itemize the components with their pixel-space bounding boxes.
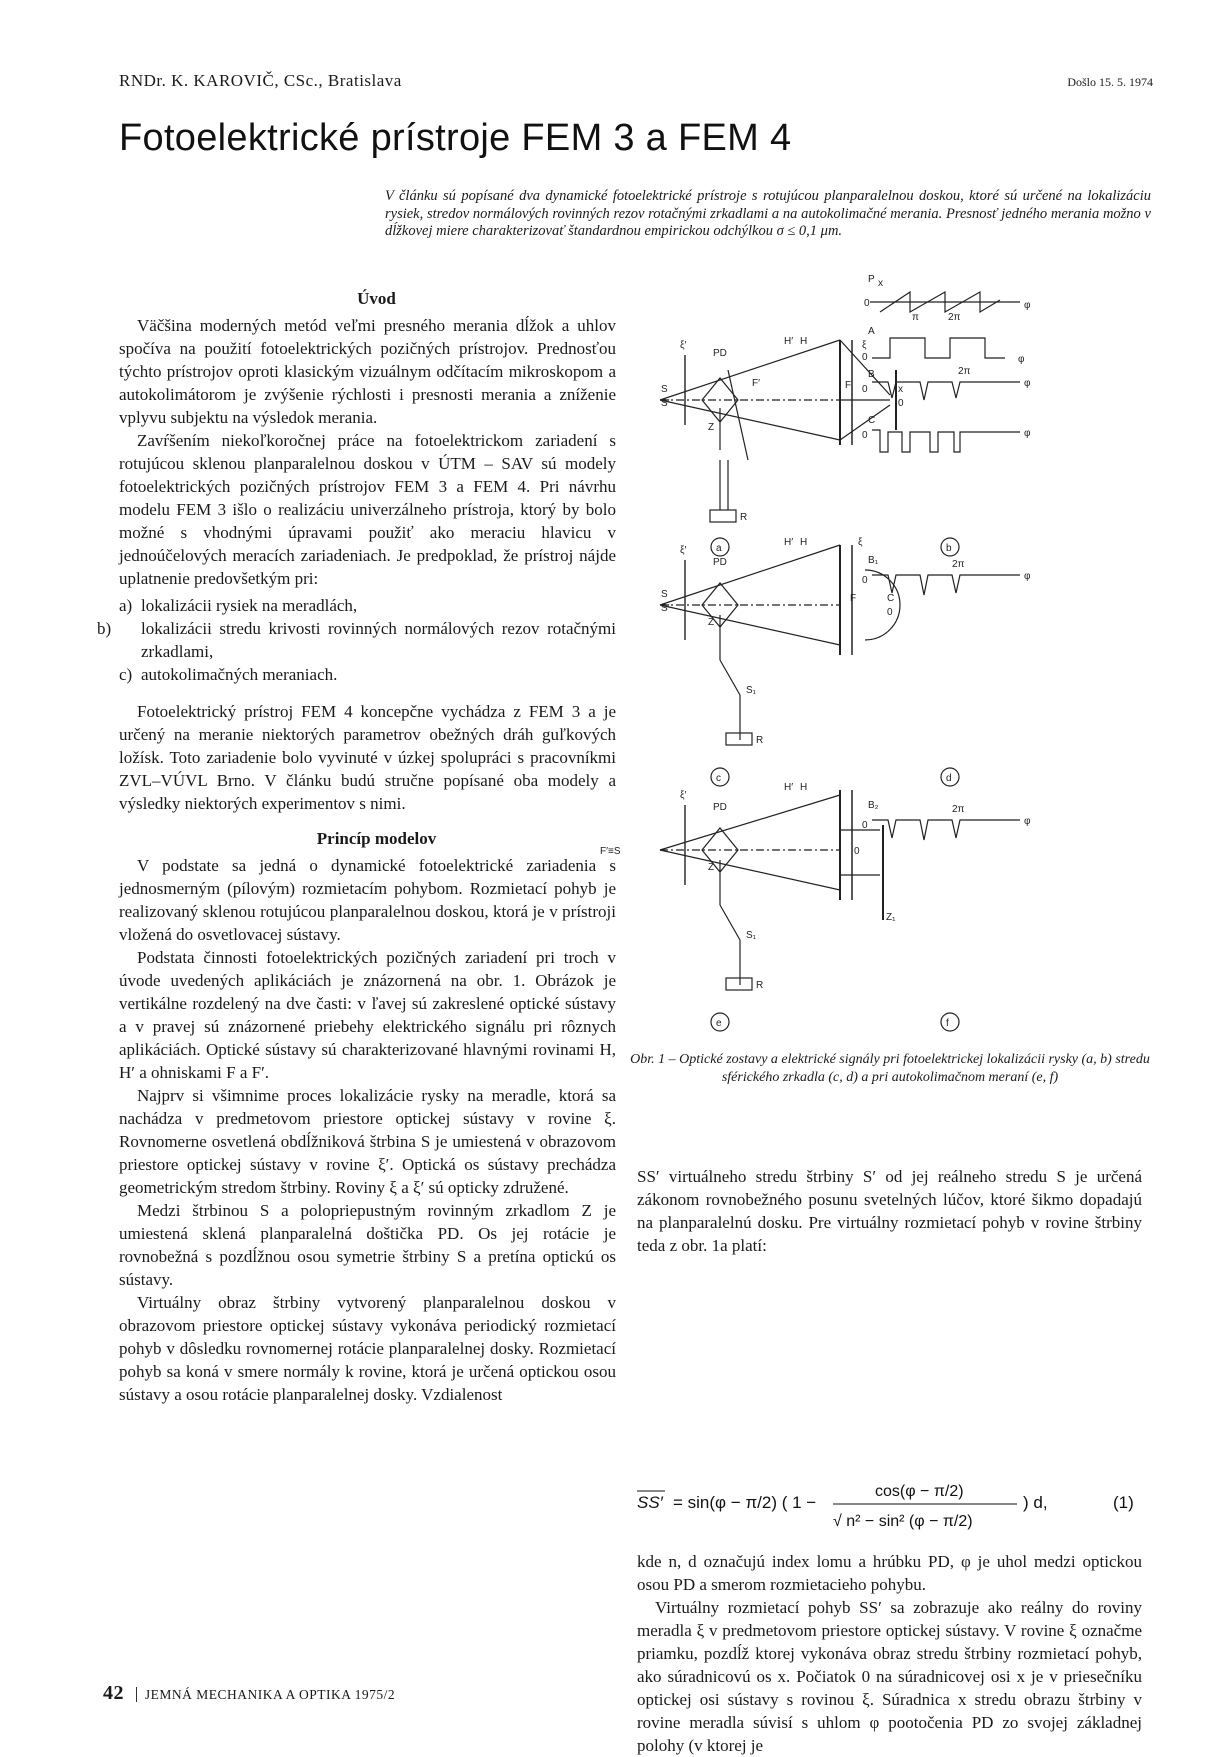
optical-diagram-e <box>600 782 896 1031</box>
svg-text:0: 0 <box>862 384 868 395</box>
author-line: RNDr. K. KAROVIČ, CSc., Bratislava <box>119 71 402 90</box>
svg-text:S₁: S₁ <box>746 685 757 696</box>
svg-text:φ: φ <box>1024 428 1031 439</box>
svg-text:B₂: B₂ <box>868 800 879 811</box>
svg-text:H′: H′ <box>784 336 794 347</box>
paragraph: Medzi štrbinou S a polopriepustným rovinným zrkadlom Z je umiestená sklená planparalelná doštička PD. Os jej rotácie je rovnobežná s pozdĺžnou osou symetrie štrbiny S a pretína optickú os sústavy. <box>119 1201 616 1289</box>
svg-text:2π: 2π <box>952 559 965 570</box>
svg-text:Z: Z <box>708 862 715 873</box>
svg-text:ξ: ξ <box>858 537 863 548</box>
svg-text:φ: φ <box>1024 378 1031 389</box>
svg-text:H: H <box>800 782 808 793</box>
paragraph: Fotoelektrický prístroj FEM 4 koncepčne vychádza z FEM 3 a je určený na meranie niektorých parametrov obežných dráh guľkových ložísk. Toto zariadenie bolo vyvinuté v úzkej spolupráci s pracovníkmi ZVL–VÚVL Brno. V článku budú stručne popísané oba modely a výsledky niektorých experimentov s nimi. <box>119 702 616 813</box>
svg-text:A: A <box>868 326 875 337</box>
paragraph: Podstata činnosti fotoelektrických pozičných zariadení pri troch v úvode uvedených aplikáciách je znázornená na obr. 1. Obrázok je vertikálne rozdelený na dve časti: v ľavej sú zakreslené optické sústavy a v pravej sú znázornené priebehy elektrického signálu pri rôznych aplikáciách. Optické sústavy sú charakterizované hlavnými rovinami H, H′ a ohniskami F a F′. <box>119 948 616 1082</box>
svg-text:d: d <box>946 773 952 784</box>
left-column <box>97 287 616 1406</box>
svg-text:F′: F′ <box>752 378 760 389</box>
svg-text:S₁: S₁ <box>746 930 757 941</box>
svg-text:cos(φ − π/2): cos(φ − π/2) <box>875 1483 964 1500</box>
svg-text:B₁: B₁ <box>868 555 879 566</box>
list-item: b) lokalizácii stredu krivosti rovinných normálových rezov rotačnými zrkadlami, <box>97 619 616 661</box>
svg-text:F: F <box>845 380 852 391</box>
svg-text:ξ: ξ <box>862 340 867 351</box>
svg-text:H′: H′ <box>784 782 794 793</box>
svg-text:0: 0 <box>862 352 868 363</box>
abstract: V článku sú popísané dva dynamické fotoelektrické prístroje s rotujúcou planparalelnou doskou, ktoré sú určené na lokalizáciu rysiek, stredov normálových rovinných rezov rotačnými zrkadlami a na autokolimačné merania. Presnosť jedného merania možno v dĺžkovej miere charakterizovať štandardnou empirickou odchýlkou σ ≤ 0,1 μm. <box>385 188 1151 239</box>
svg-text:√ n² − sin² (φ − π/2): √ n² − sin² (φ − π/2) <box>833 1513 973 1530</box>
svg-text:H: H <box>800 336 808 347</box>
paragraph: Virtuálny rozmietací pohyb SS′ sa zobrazuje ako reálny do roviny meradla ξ v predmetovom priestore optickej sústavy. V rovine ξ označme priamku, pozdĺž ktorej vykonáva obraz stredu štrbiny rozmietací pohyb, ako súradnicovú os x. Počiatok 0 na súradnicovej osi x je v priesečníku optickej osi sústavy s rovinou ξ. Súradnica x stredu obrazu štrbiny v rovine meradla súvisí s uhlom φ pootočenia PD zo svojej základnej polohy (v ktorej je <box>637 1598 1142 1755</box>
svg-text:π: π <box>912 312 919 323</box>
svg-text:0: 0 <box>862 820 868 831</box>
svg-text:H′: H′ <box>784 537 794 548</box>
svg-text:φ: φ <box>1024 300 1031 311</box>
svg-text:S′: S′ <box>661 603 670 614</box>
svg-text:φ: φ <box>1018 354 1025 365</box>
figure-caption: Obr. 1 – Optické zostavy a elektrické signály pri fotoelektrickej lokalizácii rysky (a, b) stredu sférického zrkadla (c, d) a pri autokolimačnom meraní (e, f) <box>630 1052 1150 1085</box>
page-number: 42 <box>103 1682 124 1704</box>
svg-text:PD: PD <box>713 348 727 359</box>
svg-text:a: a <box>716 543 722 554</box>
svg-text:ξ′: ξ′ <box>680 790 687 801</box>
svg-text:0: 0 <box>887 607 893 618</box>
svg-text:R: R <box>756 980 764 991</box>
svg-text:2π: 2π <box>952 804 965 815</box>
svg-text:x: x <box>898 384 903 395</box>
svg-text:C: C <box>887 593 895 604</box>
svg-text:2π: 2π <box>958 366 971 377</box>
svg-text:R: R <box>740 512 748 523</box>
signal-plot-d <box>862 555 1031 786</box>
list-item: c) autokolimačných meraniach. <box>119 665 338 684</box>
svg-text:) d,: ) d, <box>1023 1493 1048 1512</box>
svg-text:R: R <box>756 735 764 746</box>
svg-text:C: C <box>868 415 876 426</box>
paragraph: Väčšina moderných metód veľmi presného merania dĺžok a uhlov spočíva na použití fotoelektrických pozičných prístrojov. Prednosťou týchto prístrojov oproti klasickým vizuálnym odčítacím mikroskopom a autokolimátorom je zvýšenie rýchlosti i presnosti merania a zníženie vplyvu subjektu na výsledok merania. <box>119 316 616 427</box>
page-footer <box>103 1682 395 1705</box>
equation-number: (1) <box>1113 1493 1134 1512</box>
svg-text:H: H <box>800 537 808 548</box>
svg-text:Z: Z <box>708 422 715 433</box>
equation-1 <box>637 1474 1177 1534</box>
paragraph: Najprv si všimnime proces lokalizácie rysky na meradle, ktorá sa nachádza v predmetovom priestore optickej sústavy v rovine ξ. Rovnomerne osvetlená obdĺžniková štrbina S je umiestená v obrazovom priestore optickej sústavy v rovine ξ′. Optická os sústavy prechádza geometrickým stredom štrbiny. Roviny ξ a ξ′ sú opticky združené. <box>119 1086 616 1197</box>
paragraph: Zavŕšením niekoľkoročnej práce na fotoelektrickom zariadení s rotujúcou sklenou planparalelnou doskou v ÚTM – SAV sú modely fotoelektrických pozičných prístrojov FEM 3 a FEM 4. Pri návrhu modelu FEM 3 išlo o realizáciu univerzálneho prístroja, ktorý by bolo možné s vhodnými úpravami použiť ako meraciu hlavicu v jednoúčelových meracích zariadeniach. Je predpoklad, že prístroj nájde uplatnenie predovšetkým pri: <box>119 431 616 588</box>
svg-text:2π: 2π <box>948 312 961 323</box>
equation-1-graphic <box>637 1474 1177 1534</box>
svg-text:PD: PD <box>713 557 727 568</box>
svg-text:P: P <box>868 274 875 285</box>
paragraph: V podstate sa jedná o dynamické fotoelektrické zariadenia s jednosmerným (pílovým) rozmietacím pohybom. Rozmietací pohyb je realizovaný sklenou rotujúcou planparalelnou doskou, ktorá je v prístroji vložená do osvetlovacej sústavy. <box>119 856 616 944</box>
signal-plots-b <box>862 274 1031 556</box>
paragraph: SS′ virtuálneho stredu štrbiny S′ od jej reálneho stredu S je určená zákonom rovnobežného posunu svetelných lúčov, ktoré šikmo dopadajú na planparalelnú dosku. Pre virtuálny rozmietací pohyb v rovine štrbiny teda z obr. 1a platí: <box>637 1167 1142 1255</box>
journal-name: JEMNÁ MECHANIKA A OPTIKA 1975/2 <box>136 1687 395 1702</box>
svg-text:0: 0 <box>854 846 860 857</box>
svg-text:φ: φ <box>1024 816 1031 827</box>
svg-text:φ: φ <box>1024 571 1031 582</box>
svg-text:0: 0 <box>898 398 904 409</box>
svg-text:ξ′: ξ′ <box>680 340 687 351</box>
svg-text:Z: Z <box>708 617 715 628</box>
svg-text:b: b <box>946 543 952 554</box>
svg-text:x: x <box>878 278 883 289</box>
application-list <box>97 594 616 686</box>
diagram-label-f <box>941 1013 959 1031</box>
list-item: a) lokalizácii rysiek na meradlách, <box>119 596 358 615</box>
svg-text:S′: S′ <box>661 398 670 409</box>
svg-text:0: 0 <box>862 575 868 586</box>
svg-text:PD: PD <box>713 802 727 813</box>
svg-text:S: S <box>661 384 668 395</box>
svg-text:e: e <box>716 1018 722 1029</box>
svg-text:B: B <box>868 369 875 380</box>
svg-text:F′≡S: F′≡S <box>600 846 621 857</box>
svg-text:SS′: SS′ <box>637 1493 663 1512</box>
svg-text:0: 0 <box>862 430 868 441</box>
svg-text:c: c <box>716 773 721 784</box>
right-column-top <box>637 1165 1142 1257</box>
svg-text:0: 0 <box>864 298 870 309</box>
figure-1 <box>600 274 1180 1040</box>
paragraph: kde n, d označujú index lomu a hrúbku PD, φ je uhol medzi optickou osou PD a smerom rozmietacieho pohybu. <box>637 1552 1142 1594</box>
heading-intro: Úvod <box>357 289 396 308</box>
svg-text:S: S <box>661 589 668 600</box>
svg-text:f: f <box>946 1018 949 1029</box>
article-title: Fotoelektrické prístroje FEM 3 a FEM 4 <box>119 117 792 159</box>
svg-text:ξ′: ξ′ <box>680 545 687 556</box>
received-date: Došlo 15. 5. 1974 <box>1067 75 1153 89</box>
svg-text:= sin(φ − π/2) ( 1 −: = sin(φ − π/2) ( 1 − <box>673 1493 817 1512</box>
right-column-bottom <box>637 1550 1142 1757</box>
paragraph: Virtuálny obraz štrbiny vytvorený planparalelnou doskou v obrazovom priestore optickej sústavy vykonáva periodický rozmietací pohyb v dôsledku rovnomernej rotácie planparalelnej dosky. Rozmietací pohyb sa koná v smere normály k rovine, ktorá je určená optickou osou sústavy a osou rotácie planparalelnej dosky. Vzdialenost <box>119 1293 616 1404</box>
svg-text:F: F <box>850 593 857 604</box>
heading-principle: Princíp modelov <box>316 829 437 848</box>
svg-text:Z₁: Z₁ <box>886 912 896 923</box>
